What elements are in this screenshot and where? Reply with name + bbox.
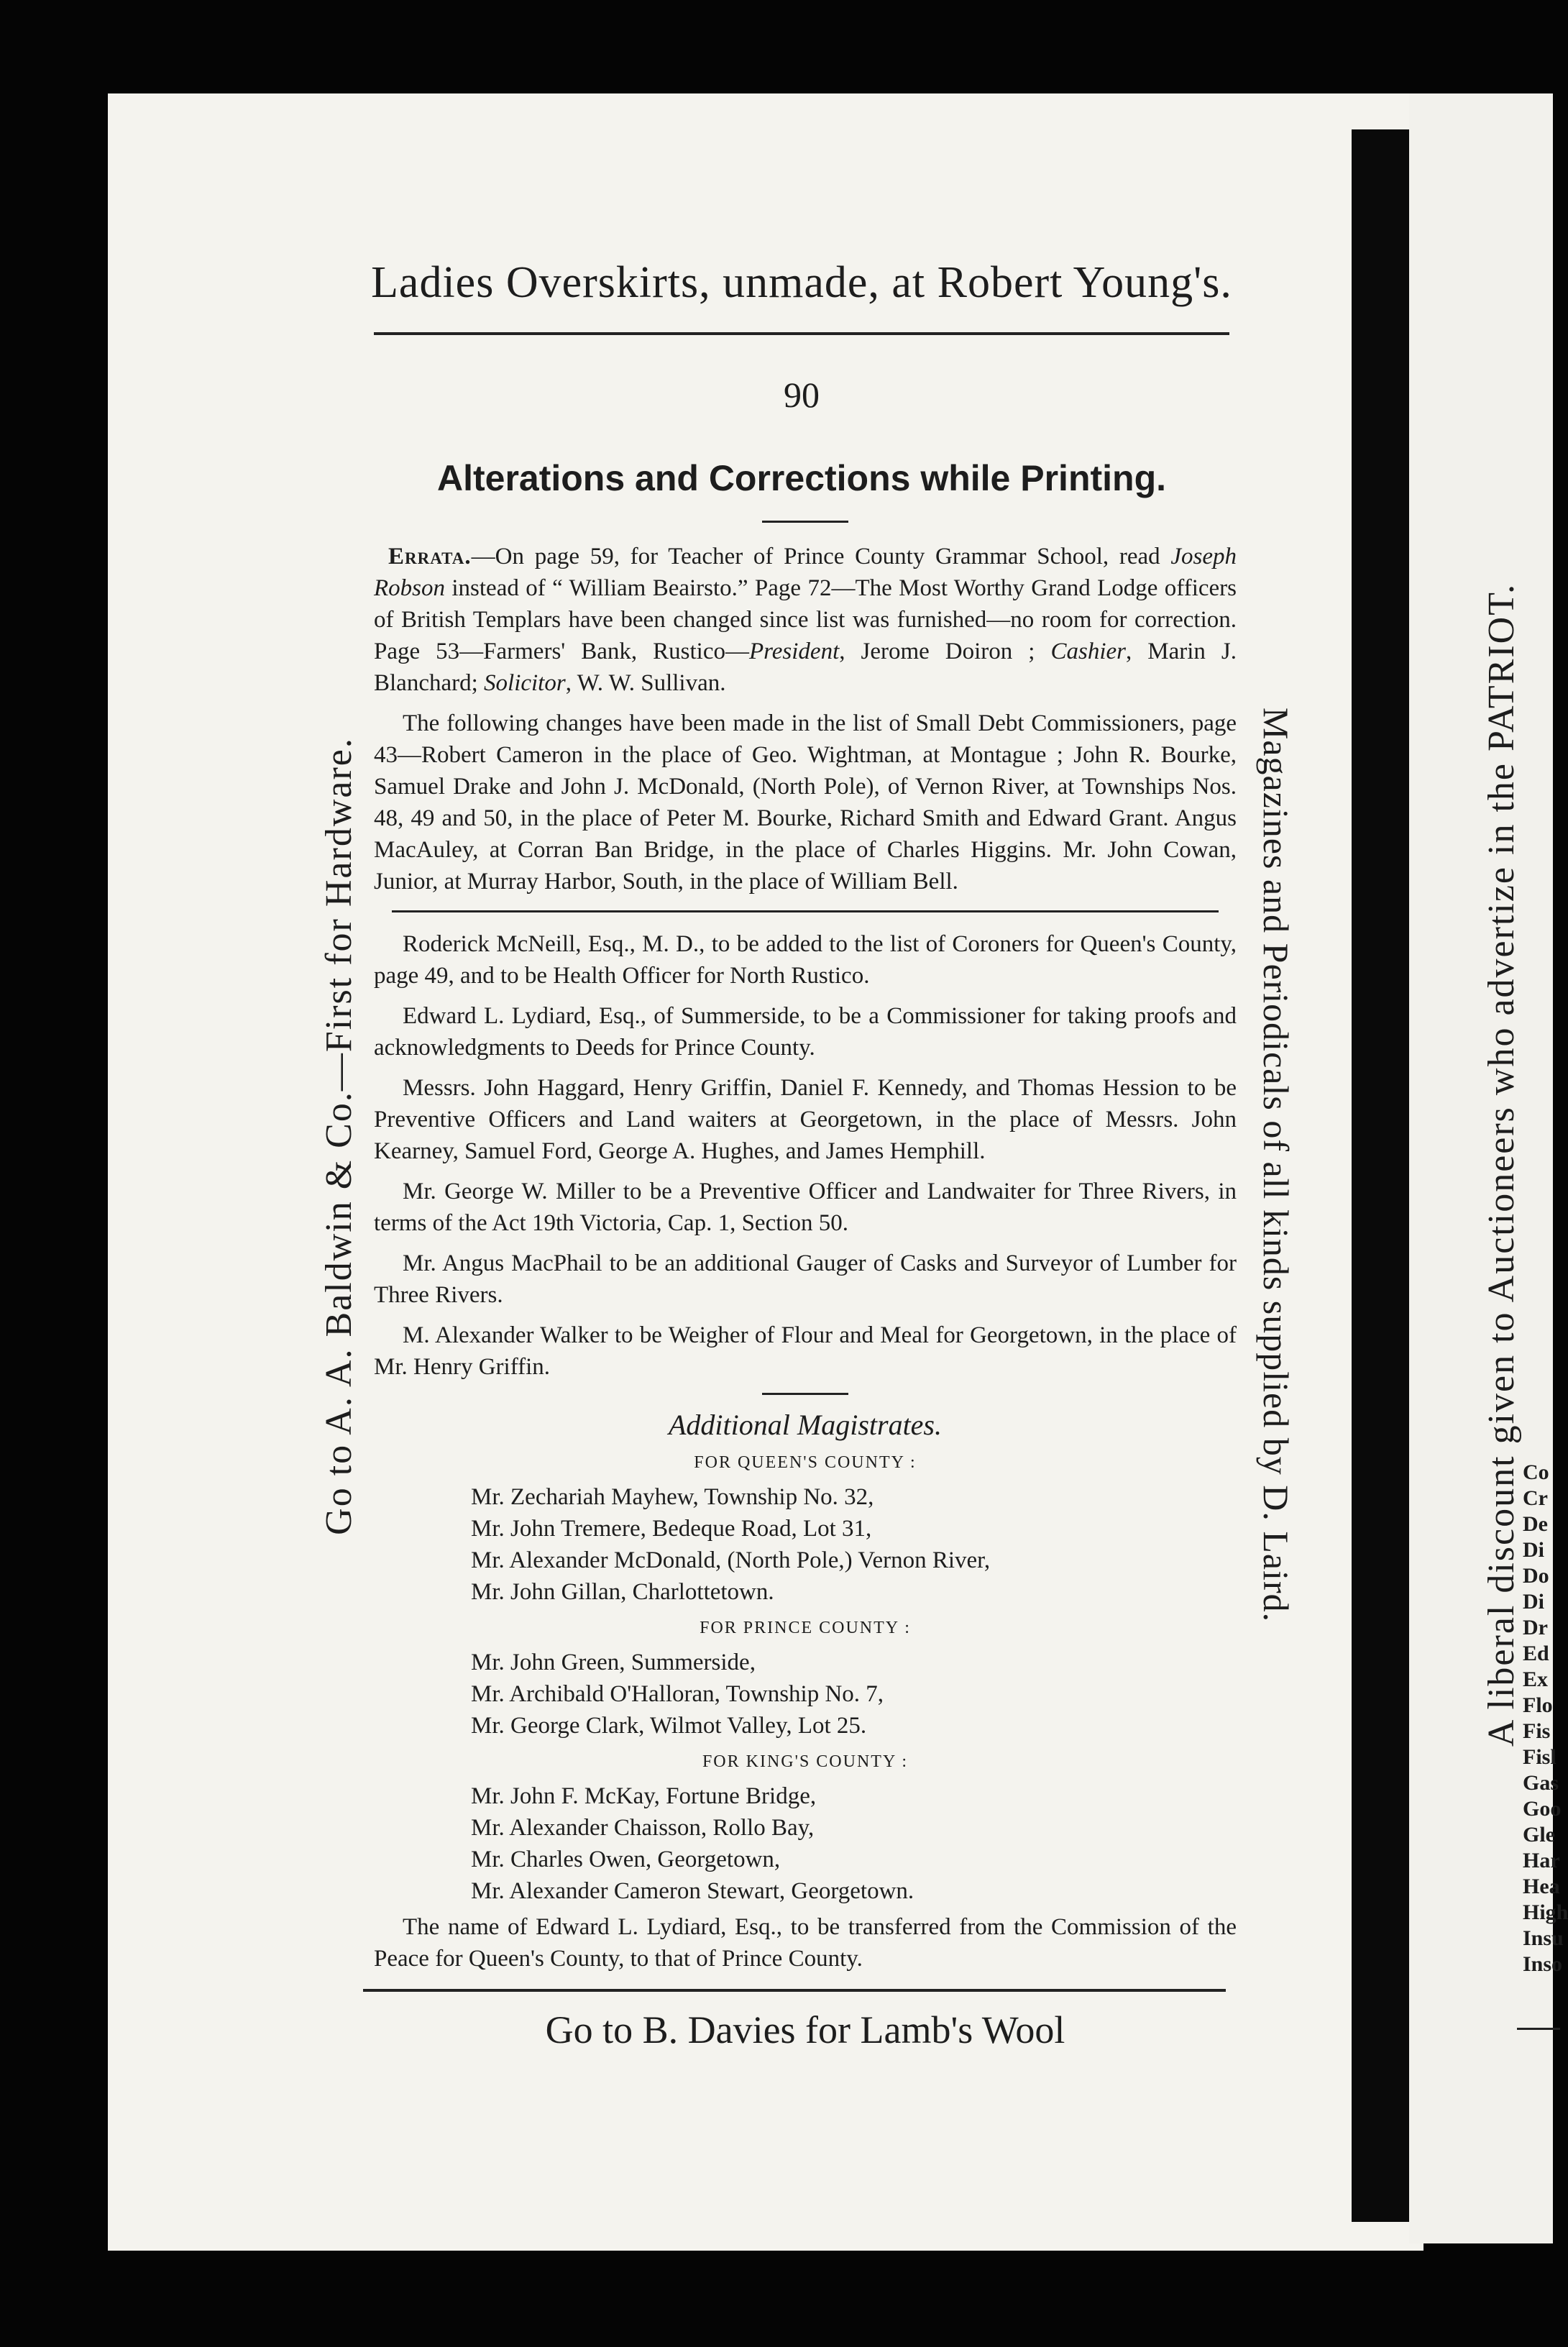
magistrate-list — [471, 1481, 1237, 1608]
adjacent-page-advertisement: A liberal discount given to Auctioneers who advertize in the PATRIOT. — [1481, 582, 1522, 1747]
page-gutter — [1352, 129, 1409, 2222]
paragraph-small-debt-commissioners: The following changes have been made in the list of Small Debt Commissioners, page 43—Robert Cameron in the place of Geo. Wightman, at Montague ; John R. Bourke, Samuel Drake and John J. McDonald, (North Pole), of Vernon River, at Townships Nos. 48, 49 and 50, in the place of Peter M. Bourke, Richard Smith and Edward Grant. Angus MacAuley, at Corran Ban Bridge, in the place of Charles Higgins. Mr. John Cowan, Junior, at Murray Harbor, South, in the place of William Bell. — [374, 710, 1237, 895]
paragraph-weigher: M. Alexander Walker to be Weigher of Flour and Meal for Georgetown, in the place of Mr. Henry Griffin. — [374, 1322, 1237, 1380]
list-item: Har — [1523, 1849, 1560, 1872]
closing-paragraph: The name of Edward L. Lydiard, Esq., to be transferred from the Commission of the Peace for Queen's County, to that of Prince County. — [374, 1914, 1237, 1972]
magistrates-heading: Additional Magistrates. — [669, 1409, 942, 1441]
county-heading: FOR KING'S COUNTY : — [702, 1752, 909, 1771]
errata-paragraph: Errata.—On page 59, for Teacher of Prince County Grammar School, read Joseph Robson instead of “ William Beairsto.” Page 72—The Most Worthy Grand Lodge officers of British Templars have been changed since list was furnished—no room for correction. Page 53—Farmers' Bank, Rustico—President, Jerome Doiron ; Cashier, Marin J. Blanchard; Solicitor, W. W. Sullivan. — [374, 544, 1237, 696]
list-item: Mr. Alexander Chaisson, Rollo Bay, — [471, 1815, 815, 1841]
section-rule — [392, 910, 1219, 912]
magistrate-list — [471, 1647, 1237, 1742]
adjacent-page-rule — [1517, 2028, 1560, 2030]
errata-label: Errata. — [388, 544, 472, 569]
list-item: Ed — [1523, 1642, 1549, 1665]
list-item: Mr. George Clark, Wilmot Valley, Lot 25. — [471, 1713, 867, 1739]
paragraph-preventive-officers: Messrs. John Haggard, Henry Griffin, Daniel F. Kennedy, and Thomas Hession to be Preventive Officers and Land waiters at Georgetown, in the place of Messrs. John Kearney, Samuel Ford, George A. Hughes, and James Hemphill. — [374, 1075, 1237, 1164]
adjacent-page-index — [1523, 1460, 1568, 1977]
list-item: Mr. John Green, Summerside, — [471, 1650, 756, 1675]
magistrates-rule — [762, 1393, 848, 1395]
list-item: Mr. John Gillan, Charlottetown. — [471, 1579, 774, 1605]
list-item: Insu — [1523, 1926, 1564, 1950]
paragraph-coroner: Roderick McNeill, Esq., M. D., to be added to the list of Coroners for Queen's County, page 49, and to be Health Officer for North Rustico. — [374, 931, 1237, 989]
list-item: Di — [1523, 1590, 1544, 1614]
footer-rule — [363, 1989, 1226, 1992]
county-heading: FOR QUEEN'S COUNTY : — [694, 1453, 917, 1472]
list-item: Fisl — [1523, 1745, 1556, 1769]
list-item: Mr. Alexander McDonald, (North Pole,) Vernon River, — [471, 1547, 991, 1573]
paragraph-gauger: Mr. Angus MacPhail to be an additional Gauger of Casks and Surveyor of Lumber for Three Rivers. — [374, 1250, 1237, 1308]
main-text — [374, 541, 1237, 1983]
right-margin-advertisement: Magazines and Periodicals of all kinds supplied by D. Laird. — [1256, 707, 1296, 1623]
list-item: Di — [1523, 1538, 1544, 1562]
list-item: De — [1523, 1512, 1548, 1536]
paragraph-commissioner: Edward L. Lydiard, Esq., of Summerside, to be a Commissioner for taking proofs and acknowledgments to Deeds for Prince County. — [374, 1003, 1237, 1061]
list-item: Mr. John F. McKay, Fortune Bridge, — [471, 1783, 817, 1809]
list-item: Hea — [1523, 1875, 1560, 1898]
left-margin-advertisement: Go to A. A. Baldwin & Co.—First for Hardware. — [318, 737, 359, 1535]
list-item: Mr. Charles Owen, Georgetown, — [471, 1847, 781, 1872]
list-item: Fis — [1523, 1719, 1551, 1743]
header-advertisement: Ladies Overskirts, unmade, at Robert Young's. — [371, 258, 1232, 307]
list-item: Co — [1523, 1460, 1549, 1484]
list-item: Mr. Archibald O'Halloran, Township No. 7, — [471, 1681, 884, 1707]
list-item: Mr. John Tremere, Bedeque Road, Lot 31, — [471, 1516, 872, 1542]
list-item: Inso — [1523, 1952, 1563, 1976]
list-item: Ex — [1523, 1667, 1549, 1691]
paragraph-landwaiter: Mr. George W. Miller to be a Preventive Officer and Landwaiter for Three Rivers, in terms of the Act 19th Victoria, Cap. 1, Section 50. — [374, 1179, 1237, 1236]
list-item: Cr — [1523, 1486, 1548, 1510]
title-rule — [762, 521, 848, 523]
footer-advertisement: Go to B. Davies for Lamb's Wool — [545, 2008, 1065, 2051]
header-rule — [374, 332, 1229, 335]
list-item: Gas — [1523, 1771, 1559, 1795]
list-item: Gle — [1523, 1823, 1555, 1847]
list-item: Mr. Alexander Cameron Stewart, Georgetown. — [471, 1878, 914, 1904]
magistrate-list — [471, 1780, 1237, 1907]
list-item: Mr. Zechariah Mayhew, Township No. 32, — [471, 1484, 874, 1510]
list-item: Dr — [1523, 1616, 1548, 1639]
page-title: Alterations and Corrections while Printing. — [436, 458, 1166, 498]
county-heading: FOR PRINCE COUNTY : — [700, 1619, 911, 1637]
list-item: High — [1523, 1900, 1568, 1924]
list-item: Do — [1523, 1564, 1549, 1588]
page-number: 90 — [784, 375, 820, 415]
list-item: Goo — [1523, 1797, 1562, 1821]
list-item: Flo — [1523, 1693, 1553, 1717]
